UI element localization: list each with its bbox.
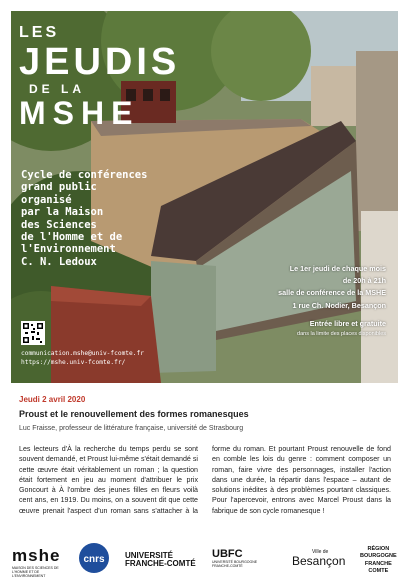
cycle-description bbox=[21, 169, 148, 268]
event-date: Jeudi 2 avril 2020 bbox=[19, 395, 86, 404]
contact-url[interactable]: https://mshe.univ-fcomte.fr/ bbox=[21, 359, 126, 367]
info-free-entry: Entrée libre et gratuite bbox=[309, 318, 386, 328]
event-speaker: Luc Fraisse, professeur de littérature française, université de Strasbourg bbox=[19, 425, 244, 432]
info-limit: dans la limite des places disponibles bbox=[297, 331, 386, 338]
qr-code-icon bbox=[21, 321, 45, 345]
title-de-la: DE LA bbox=[29, 82, 85, 96]
ufc-logo-line2: FRANCHE-COMTÉ bbox=[125, 559, 196, 569]
cycle-line: de l'Homme et de bbox=[21, 230, 123, 243]
event-info bbox=[236, 263, 386, 340]
region-logo-line4: COMTE bbox=[368, 568, 389, 575]
ufc-logo-line1: UNIVERSITÉ bbox=[125, 551, 174, 560]
region-logo bbox=[360, 546, 397, 576]
poster-title bbox=[19, 25, 180, 129]
cycle-line: l'Environnement bbox=[21, 243, 116, 256]
cycle-line: par la Maison bbox=[21, 206, 104, 219]
ubfc-logo-text: UBFC bbox=[212, 548, 243, 560]
cycle-line: C. N. Ledoux bbox=[21, 255, 97, 268]
cycle-line: organisé bbox=[21, 193, 72, 206]
besancon-logo-prefix: Ville de bbox=[312, 549, 329, 555]
title-les: LES bbox=[19, 24, 60, 41]
contact-info bbox=[21, 349, 144, 368]
cycle-line: Cycle de conférences bbox=[21, 169, 148, 181]
region-logo-line2: BOURGOGNE bbox=[360, 553, 397, 560]
besancon-logo-text: Besançon bbox=[292, 554, 346, 568]
cycle-line: des Sciences bbox=[21, 218, 97, 231]
event-abstract: Les lecteurs d'À la recherche du temps perdu se sont souvent demandé, et Proust lui-même s'était demandé si cette œuvre était véritablement un roman ; la question était fortement en jeu au moment d'attribuer le prix Goncourt à À l'ombre des jeunes filles en fleurs voilà cent ans, en 1919. Du moins, on a souvent dit que cette œuvre prenait l'aspect d'un roman sans s'attacher à la forme du roman. Et pourtant Proust renouvelle de fond en comble les lois du genre : comment composer un roman, faire vivre des personnages, installer l'action dans une durée, la répartir dans l'espace – autant de solutions inédites à des problèmes pourtant classiques. Pour l'apercevoir, entrons avec Marcel Proust dans la fabrique de son cycle romanesque ! bbox=[19, 445, 391, 515]
mshe-logo-subtitle: MAISON DES SCIENCES DE L'HOMME ET DE L'ENVIRONNEMENT bbox=[12, 566, 59, 578]
ubfc-logo-subtitle: UNIVERSITÉ BOURGOGNE FRANCHE-COMTÉ bbox=[212, 560, 258, 568]
info-hours: de 20h à 21h bbox=[342, 276, 386, 286]
cnrs-logo-text: cnrs bbox=[83, 554, 105, 565]
title-mshe: MSHE bbox=[19, 95, 140, 131]
besancon-logo bbox=[292, 550, 345, 567]
title-jeudis: JEUDIS bbox=[19, 41, 181, 83]
region-logo-line3: FRANCHE bbox=[364, 560, 392, 567]
mshe-logo bbox=[12, 546, 72, 578]
region-logo-line1: RÉGION bbox=[367, 546, 390, 552]
poster-photo bbox=[11, 11, 398, 383]
ufc-logo bbox=[125, 552, 196, 569]
info-room: salle de conférence de la MSHE bbox=[278, 288, 386, 298]
mshe-logo-text: mshe bbox=[12, 546, 61, 565]
cnrs-logo-icon bbox=[78, 542, 110, 574]
cycle-line: grand public bbox=[21, 181, 97, 194]
ubfc-logo bbox=[212, 548, 272, 568]
partner-logos bbox=[0, 540, 410, 578]
info-address: 1 rue Ch. Nodier, Besançon bbox=[292, 300, 386, 310]
info-schedule: Le 1er jeudi de chaque mois bbox=[289, 264, 386, 273]
event-title: Proust et le renouvellement des formes romanesques bbox=[19, 409, 249, 419]
contact-email[interactable]: communication.mshe@univ-fcomte.fr bbox=[21, 350, 144, 357]
